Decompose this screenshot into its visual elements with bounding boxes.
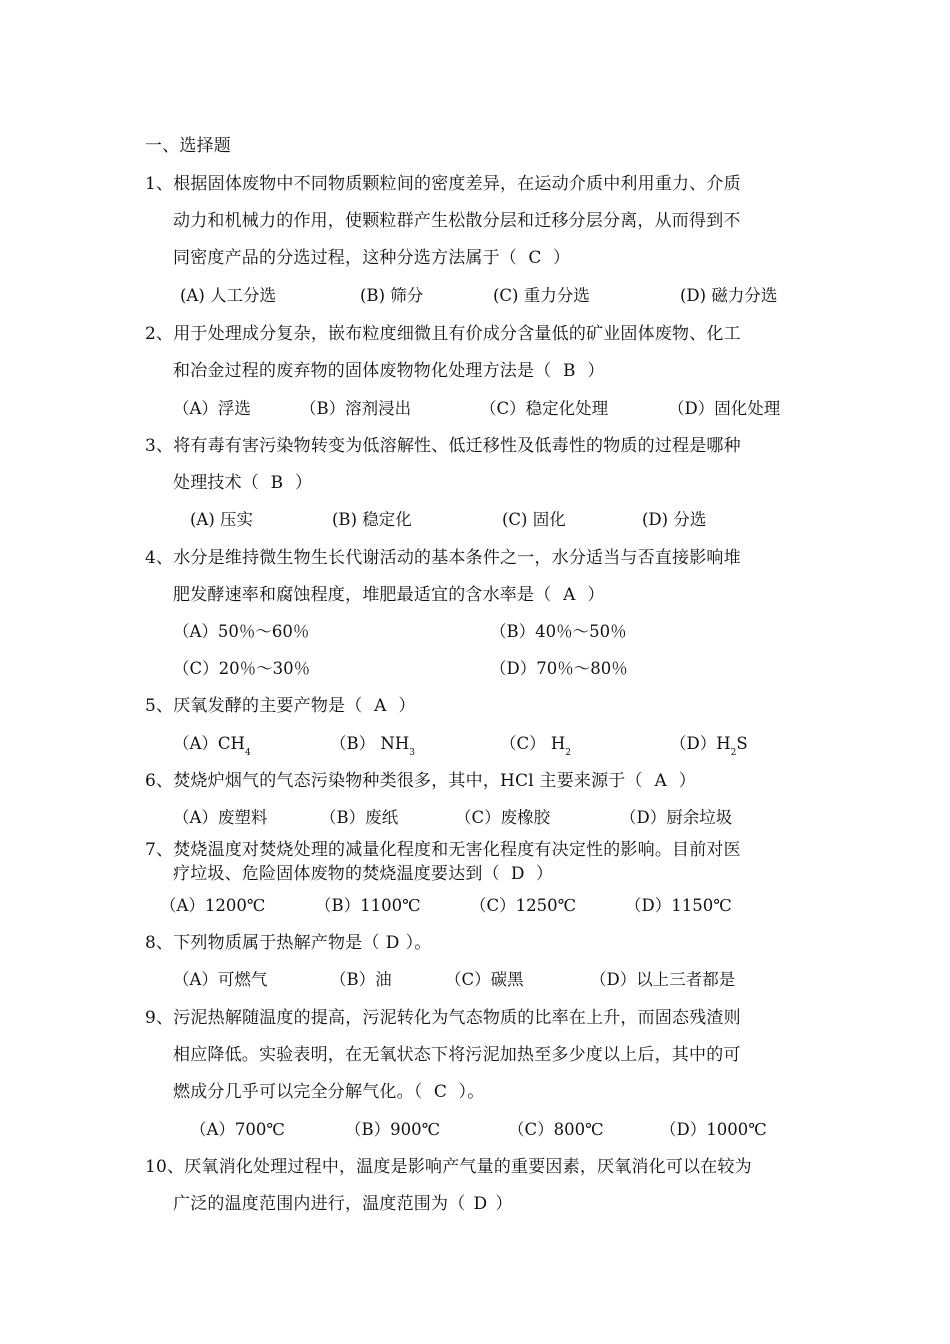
question-text: 和冶金过程的废弃物的固体废物物化处理方法是（	[173, 361, 552, 381]
question-text: 广泛的温度范围内进行，温度范围为（	[173, 1194, 466, 1214]
subscript: 2	[730, 748, 737, 758]
q3-option-b: (B) 稳定化	[332, 510, 412, 529]
option-prefix: （B）	[330, 734, 381, 753]
answer: D	[385, 933, 400, 953]
formula-tail: S	[736, 734, 748, 753]
q3-option-d: (D) 分选	[642, 510, 707, 529]
q3-option-a: (A) 压实	[190, 510, 254, 529]
question-text: 处理技术（	[173, 473, 259, 493]
answer: B	[270, 473, 284, 493]
question-text: 5、厌氧发酵的主要产物是（	[145, 696, 363, 716]
q4-option-d: （D）70％～80％	[490, 659, 628, 678]
q8-option-d: （D）以上三者都是	[590, 970, 736, 989]
q2-option-d: （D）固化处理	[668, 399, 781, 418]
subscript: 2	[565, 748, 571, 758]
question-7-line-2	[173, 864, 553, 884]
question-text: 同密度产品的分选过程，这种分选方法属于（	[173, 248, 517, 268]
close-paren: ）	[587, 585, 605, 605]
q8-option-b: （B）油	[330, 970, 392, 989]
q4-option-b: （B）40％～50％	[490, 622, 627, 641]
answer: D	[510, 864, 525, 884]
question-2-line-2	[173, 361, 605, 381]
answer: B	[563, 361, 576, 381]
q1-option-a: (A) 人工分选	[180, 286, 277, 305]
subscript: 3	[409, 748, 415, 758]
q8-option-c: （C）碳黑	[445, 970, 524, 989]
answer: A	[563, 585, 576, 605]
q1-option-b: (B) 筛分	[360, 286, 424, 305]
q5-option-c	[500, 734, 571, 763]
q5-option-b	[330, 734, 415, 763]
answer: A	[654, 771, 667, 791]
close-paren: ）	[535, 864, 554, 884]
q6-option-d: （D）厨余垃圾	[620, 808, 733, 827]
question-8-line-1	[145, 933, 432, 953]
question-2-line-1: 2、用于处理成分复杂，嵌布粒度细微且有价成分含量低的矿业固体废物、化工	[145, 324, 741, 344]
question-1-line-2: 动力和机械力的作用，使颗粒群产生松散分层和迁移分层分离，从而得到不	[173, 211, 741, 231]
section-title: 一、选择题	[145, 136, 231, 156]
close-paren: ）。	[458, 1082, 485, 1102]
question-text: 肥发酵速率和腐蚀程度，堆肥最适宜的含水率是（	[173, 585, 552, 605]
answer: C	[528, 248, 542, 268]
close-paren: ）。	[405, 933, 432, 953]
close-paren: ）	[398, 696, 416, 716]
close-paren: ）	[553, 248, 571, 268]
q9-option-a: （A）700℃	[190, 1120, 285, 1139]
question-text: 燃成分几乎可以完全分解气化。（	[173, 1082, 423, 1102]
q6-option-c: （C）废橡胶	[455, 808, 551, 827]
question-4-line-1: 4、水分是维持微生物生长代谢活动的基本条件之一，水分适当与否直接影响堆	[145, 548, 741, 568]
answer: D	[473, 1194, 488, 1214]
option-prefix: （A）	[173, 734, 218, 753]
formula: H	[716, 734, 731, 753]
question-10-line-2	[173, 1194, 513, 1214]
question-4-line-2	[173, 585, 605, 605]
question-9-line-2: 相应降低。实验表明，在无氧状态下将污泥加热至多少度以上后，其中的可	[173, 1045, 741, 1065]
question-text: 6、焚烧炉烟气的气态污染物种类很多，其中，HCl 主要来源于（	[145, 771, 643, 791]
q4-option-c: （C）20％～30％	[173, 659, 311, 678]
question-7-line-1: 7、焚烧温度对焚烧处理的减量化程度和无害化程度有决定性的影响。目前对医	[145, 840, 741, 860]
q9-option-d: （D）1000℃	[660, 1120, 767, 1139]
question-text: 疗垃圾、危险固体废物的焚烧温度要达到（	[173, 864, 500, 884]
answer: A	[374, 696, 387, 716]
question-5-line-1	[145, 696, 416, 716]
option-prefix: （D）	[670, 734, 717, 753]
q7-option-c: （C）1250℃	[470, 896, 577, 915]
q6-option-b: （B）废纸	[320, 808, 399, 827]
formula: H	[550, 734, 566, 753]
question-10-line-1: 10、厌氧消化处理过程中，温度是影响产气量的重要因素，厌氧消化可以在较为	[145, 1157, 752, 1177]
q7-option-d: （D）1150℃	[625, 896, 732, 915]
q1-option-c: (C) 重力分选	[493, 286, 590, 305]
question-3-line-1: 3、将有毒有害污染物转变为低溶解性、低迁移性及低毒性的物质的过程是哪种	[145, 436, 741, 456]
question-1-line-3	[173, 248, 570, 268]
q7-option-b: （B）1100℃	[315, 896, 421, 915]
question-9-line-1: 9、污泥热解随温度的提高，污泥转化为气态物质的比率在上升，而固态残渣则	[145, 1008, 741, 1028]
q2-option-b: （B）溶剂浸出	[300, 399, 412, 418]
q5-option-d	[670, 734, 748, 763]
q5-option-a	[173, 734, 251, 763]
q9-option-b: （B）900℃	[345, 1120, 441, 1139]
q4-option-a: （A）50％～60％	[173, 622, 310, 641]
question-6-line-1	[145, 771, 696, 791]
q3-option-c: (C) 固化	[502, 510, 566, 529]
subscript: 4	[244, 748, 251, 758]
formula: NH	[380, 734, 410, 753]
close-paren: ）	[587, 361, 605, 381]
question-1-line-1: 1、根据固体废物中不同物质颗粒间的密度差异，在运动介质中利用重力、介质	[145, 174, 741, 194]
q7-option-a: （A）1200℃	[160, 896, 266, 915]
q1-option-d: (D) 磁力分选	[680, 286, 778, 305]
q6-option-a: （A）废塑料	[173, 808, 268, 827]
q8-option-a: （A）可燃气	[173, 970, 268, 989]
close-paren: ）	[495, 1194, 513, 1214]
close-paren: ）	[295, 473, 313, 493]
question-3-line-2	[173, 473, 312, 493]
question-9-line-3	[173, 1082, 484, 1102]
q2-option-c: （C）稳定化处理	[480, 399, 609, 418]
answer: C	[433, 1082, 448, 1102]
q2-option-a: （A）浮选	[173, 399, 251, 418]
question-text: 8、下列物质属于热解产物是（	[145, 933, 380, 953]
option-prefix: （C）	[500, 734, 551, 753]
close-paren: ）	[678, 771, 696, 791]
formula: CH	[217, 734, 245, 753]
q9-option-c: （C）800℃	[508, 1120, 604, 1139]
